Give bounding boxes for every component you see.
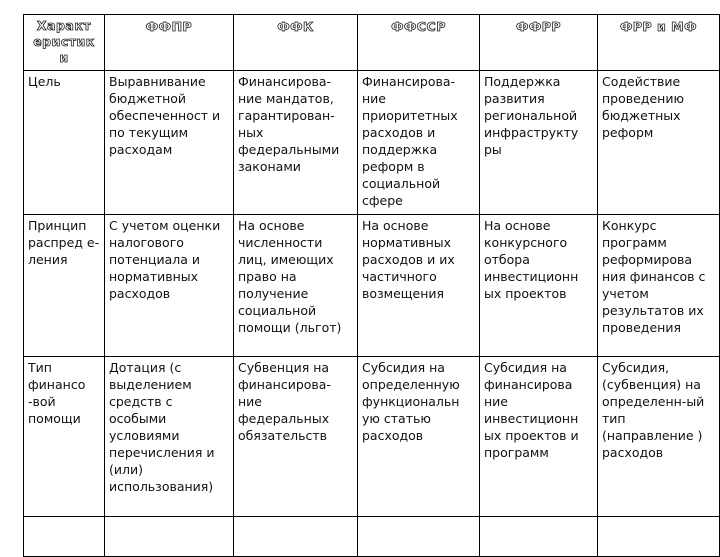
table-cell: Поддержка развития региональной инфраструкту ры: [480, 71, 598, 215]
table-cell: [480, 517, 598, 557]
table-row-principle: [24, 215, 720, 357]
table-cell: Субвенция на финансирова-ние федеральных обязательств: [234, 357, 358, 517]
header-cell-ffssr: ФФССР: [358, 15, 480, 71]
header-cell-ffpr: ФФПР: [105, 15, 234, 71]
table-cell: [234, 517, 358, 557]
header-cell-characteristics: Характ еристик и: [24, 15, 105, 71]
table-cell: На основе конкурсного отбора инвестиционн ых проектов: [480, 215, 598, 357]
row-label: Тип финансо -вой помощи: [24, 357, 105, 517]
table-row-goal: [24, 71, 720, 215]
table-cell: Субсидия на финансирова ние инвестиционн ых проектов и программ: [480, 357, 598, 517]
row-label: Принцип распред е-ления: [24, 215, 105, 357]
table-cell: Субсидия, (субвенция) на определенн-ый тип (направление ) расходов: [598, 357, 720, 517]
comparison-table: [23, 14, 720, 557]
table-cell: Субсидия на определенную функциональн ую статью расходов: [358, 357, 480, 517]
row-label: Цель: [24, 71, 105, 215]
table-cell: С учетом оценки налогового потенциала и нормативных расходов: [105, 215, 234, 357]
table-cell: [598, 517, 720, 557]
table-cell: На основе численности лиц, имеющих право на получение социальной помощи (льгот): [234, 215, 358, 357]
table-cell: Конкурс программ реформирова ния финансов с учетом результатов их проведения: [598, 215, 720, 357]
table-cell: Финансирова-ние мандатов, гарантирован-ных федеральными законами: [234, 71, 358, 215]
table-row-aid-type: [24, 357, 720, 517]
table-cell: Содействие проведению бюджетных реформ: [598, 71, 720, 215]
table-cell: Дотация (с выделением средств с особыми условиями перечисления и (или) использования): [105, 357, 234, 517]
header-cell-ffrr: ФФРР: [480, 15, 598, 71]
header-cell-ffk: ФФК: [234, 15, 358, 71]
table-cell: [358, 517, 480, 557]
header-cell-frr-mf: ФРР и МФ: [598, 15, 720, 71]
table-cell: [24, 517, 105, 557]
table-cell: Выравнивание бюджетной обеспеченност и по текущим расходам: [105, 71, 234, 215]
header-row: [24, 15, 720, 71]
table-cell: На основе нормативных расходов и их частичного возмещения: [358, 215, 480, 357]
table-cell: [105, 517, 234, 557]
table-cell: Финансирова-ние приоритетных расходов и поддержка реформ в социальной сфере: [358, 71, 480, 215]
table-row-empty: [24, 517, 720, 557]
